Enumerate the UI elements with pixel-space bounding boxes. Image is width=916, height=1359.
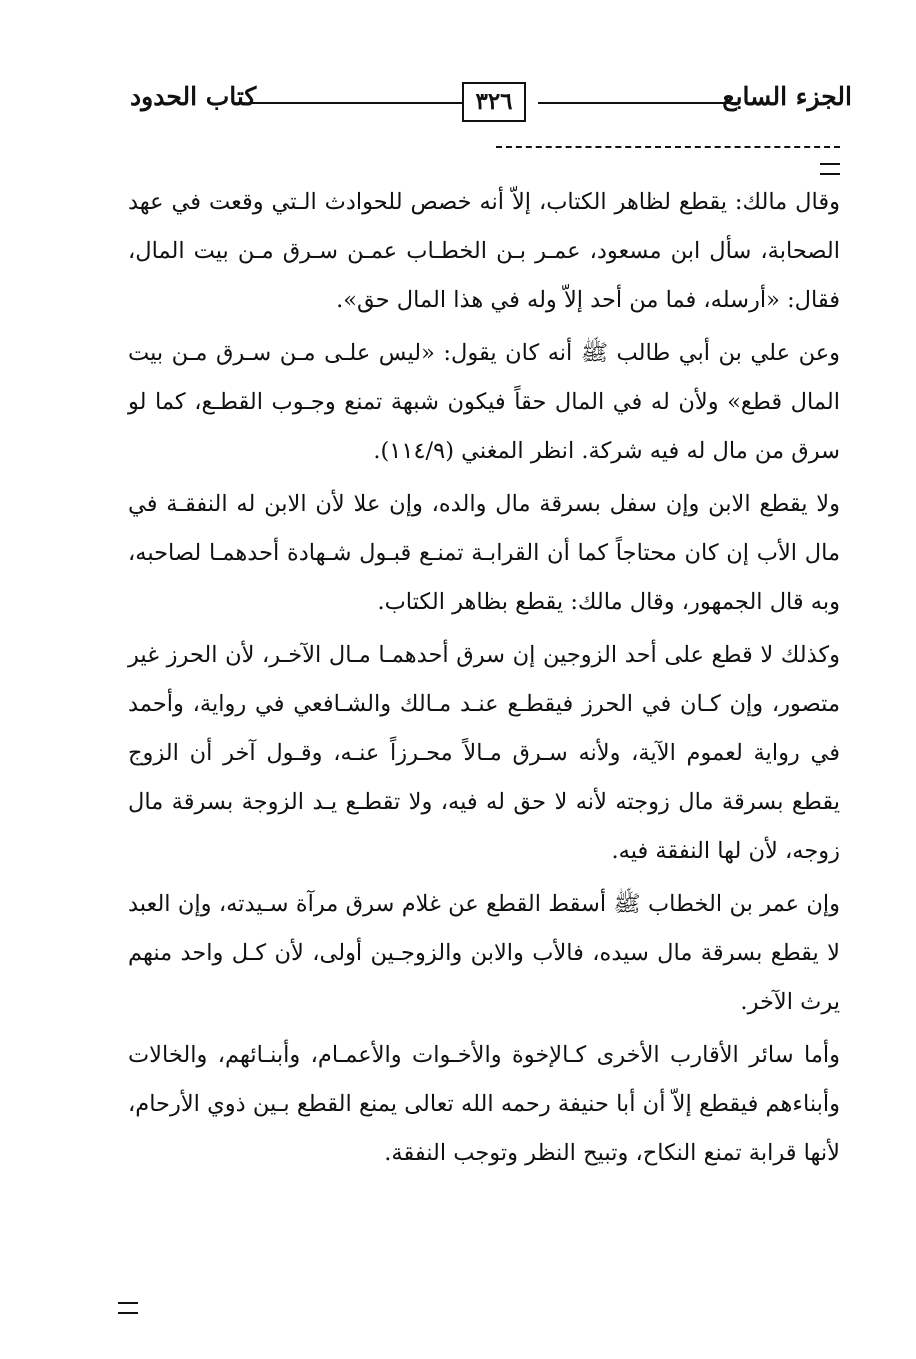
paragraph: وكذلك لا قطع على أحد الزوجين إن سرق أحدهمـا مـال الآخـر، لأن الحرز غير متصور، وإن كـان في الحرز فيقطـع عنـد مـالك والشـافعي في رواية، وأحمد في رواية لعموم الآية، ولأنه سـرق مـالاً محـرزاً عنـه، وقـول آخر أن الزوج يقطع بسرقة مال زوجته لأنه لا حق له فيه، ولا تقطـع يـد الزوجة بسرقة مال زوجه، لأن لها النفقة فيه. [128,642,840,864]
header-rule-left [252,102,462,104]
running-header [130,78,852,124]
footnote-separator [496,146,840,148]
paragraph: وأما سائر الأقارب الأخرى كـالإخوة والأخـوات والأعمـام، وأبنـائهم، والخالات وأبناءهم فيقطع إلاّ أن أبا حنيفة رحمه الله تعالى يمنع القطع بـين ذوي الأرحام، لأنها قرابة تمنع النكاح، وتبيح النظر وتوجب النفقة. [128,1042,840,1166]
page-number: ٣٢٦ [462,82,526,122]
paragraph: وإن عمر بن الخطاب ﷺ أسقط القطع عن غلام سرق مرآة سـيدته، وإن العبد لا يقطع بسرقة مال سيده، فالأب والابن والزوجـين أولى، لأن كـل واحد منهم يرث الآخر. [128,891,840,1015]
paragraph: ولا يقطع الابن وإن سفل بسرقة مال والده، وإن علا لأن الابن له النفقـة في مال الأب إن كان محتاجاً كما أن القرابـة تمنـع قبـول شـهادة أحدهمـا لصاحبه، وبه قال الجمهور، وقال مالك: يقطع بظاهر الكتاب. [128,491,840,615]
footnote-text-body [128,178,840,1182]
book-title: كتاب الحدود [130,82,257,111]
paragraph: وعن علي بن أبي طالب ﷺ أنه كان يقول: «ليس علـى مـن سـرق مـن بيت المال قطع» ولأن له في المال حقاً فيكون شبهة تمنع وجـوب القطـع، كما لو سرق من مال له فيه شركة. انظر المغني (١١٤/٩). [128,340,840,464]
volume-title: الجزء السابع [722,82,852,111]
paragraph: وقال مالك: يقطع لظاهر الكتاب، إلاّ أنه خصص للحوادث الـتي وقعت في عهد الصحابة، سأل ابن مسعود، عمـر بـن الخطـاب عمـن سـرق مـن بيت المال، فقال: «أرسله، فما من أحد إلاّ وله في هذا المال حق». [128,189,840,313]
continuation-marker-top [820,163,840,175]
header-rule-right [538,102,740,104]
continuation-marker-bottom [118,1302,138,1314]
